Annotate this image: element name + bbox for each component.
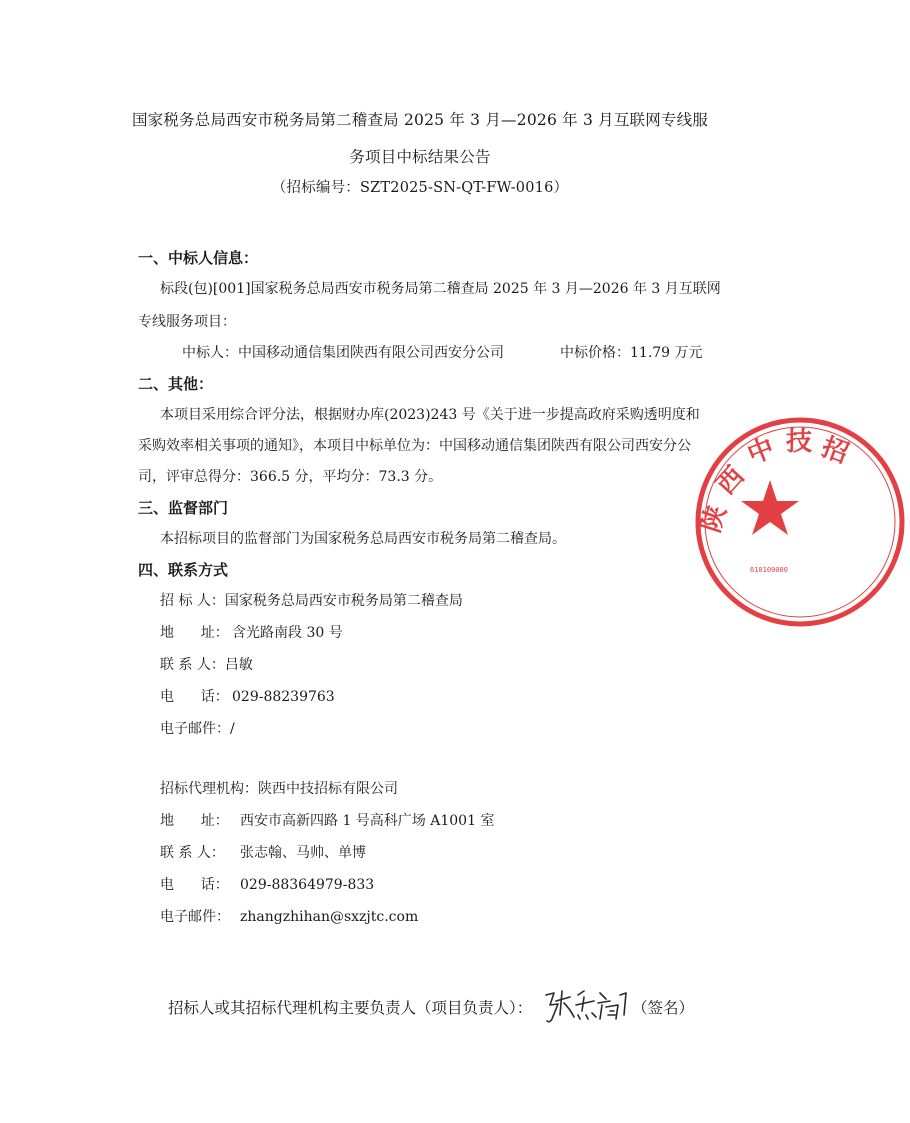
supervision-text: 本招标项目的监督部门为国家税务总局西安市税务局第二稽查局。 [160, 531, 566, 547]
tenderer-contact: 吕敏 [224, 657, 253, 673]
agency-contact-row [160, 842, 366, 862]
agency-phone-label: 电 话： [160, 877, 229, 893]
winner-price: 中标价格：11.79 万元 [560, 345, 703, 361]
tenderer-email: / [230, 721, 235, 737]
tenderer-email-row [160, 718, 235, 738]
section-heading-contact: 四、联系方式 [138, 561, 229, 579]
handwritten-signature [540, 985, 632, 1029]
agency-address-row [160, 810, 494, 830]
section-heading-winner: 一、中标人信息： [138, 249, 259, 267]
tenderer-address-row [160, 622, 343, 642]
agency-email-row [160, 906, 418, 926]
tenderer-address-label: 地 址： [160, 625, 229, 641]
tenderer-phone-label: 电 话： [160, 689, 229, 705]
svg-text:陕: 陕 [696, 502, 733, 537]
tenderer-phone: 029-88239763 [232, 689, 335, 705]
agency-name: 陕西中技招标有限公司 [258, 781, 398, 797]
tenderer-name-row [160, 590, 463, 610]
tenderer-name: 国家税务总局西安市税务局第二稽查局 [224, 593, 463, 609]
tenderer-contact-row [160, 654, 253, 674]
tenderer-contact-label: 联 系 人： [160, 657, 225, 673]
lot-line-1: 标段(包)[001]国家税务总局西安市税务局第二稽查局 2025 年 3 月—2026 年 3 月互联网 [160, 281, 721, 297]
signature-label: 招标人或其招标代理机构主要负责人（项目负责人）： [168, 999, 533, 1017]
agency-phone: 029-88364979-833 [240, 877, 375, 893]
lot-line-2: 专线服务项目： [138, 314, 236, 330]
agency-contact-label: 联 系 人： [160, 845, 225, 861]
tenderer-email-label: 电子邮件： [160, 721, 230, 737]
tenderer-address: 含光路南段 30 号 [232, 625, 343, 641]
other-line-3: 司，评审总得分：366.5 分，平均分：73.3 分。 [138, 469, 443, 485]
agency-email: zhangzhihan@sxzjtc.com [240, 909, 419, 925]
signature-suffix: （签名） [632, 999, 695, 1017]
svg-text:技: 技 [786, 427, 813, 457]
title-line-1: 国家税务总局西安市税务局第二稽查局 2025 年 3 月—2026 年 3 月互联网专线服 [131, 111, 709, 129]
bid-number: （招标编号：SZT2025-SN-QT-FW-0016） [271, 180, 569, 196]
agency-phone-row [160, 874, 374, 894]
title-line-2: 务项目中标结果公告 [349, 148, 491, 166]
svg-text:招: 招 [817, 432, 853, 470]
tenderer-name-label: 招 标 人： [160, 593, 225, 609]
svg-text:西: 西 [710, 461, 751, 501]
section-heading-other: 二、其他： [138, 375, 214, 393]
other-line-1: 本项目采用综合评分法，根据财办库(2023)243 号《关于进一步提高政府采购透明度和 [160, 407, 700, 423]
agency-contact: 张志翰、马帅、单博 [240, 845, 366, 861]
svg-text:610100000: 610100000 [750, 566, 788, 574]
agency-name-row [160, 778, 398, 798]
agency-address-label: 地 址： [160, 813, 229, 829]
seal-star-icon [741, 480, 799, 535]
agency-name-label: 招标代理机构： [160, 781, 258, 797]
agency-email-label: 电子邮件： [160, 909, 230, 925]
svg-text:中: 中 [743, 432, 779, 471]
agency-address: 西安市高新四路 1 号高科广场 A1001 室 [240, 813, 495, 829]
other-line-2: 采购效率相关事项的通知》，本项目中标单位为：中国移动通信集团陕西有限公司西安分公 [138, 438, 691, 454]
winner-name: 中标人：中国移动通信集团陕西有限公司西安分公司 [182, 345, 504, 361]
tenderer-phone-row [160, 686, 335, 706]
section-heading-supervision: 三、监督部门 [138, 499, 229, 517]
company-seal-stamp [690, 412, 910, 632]
